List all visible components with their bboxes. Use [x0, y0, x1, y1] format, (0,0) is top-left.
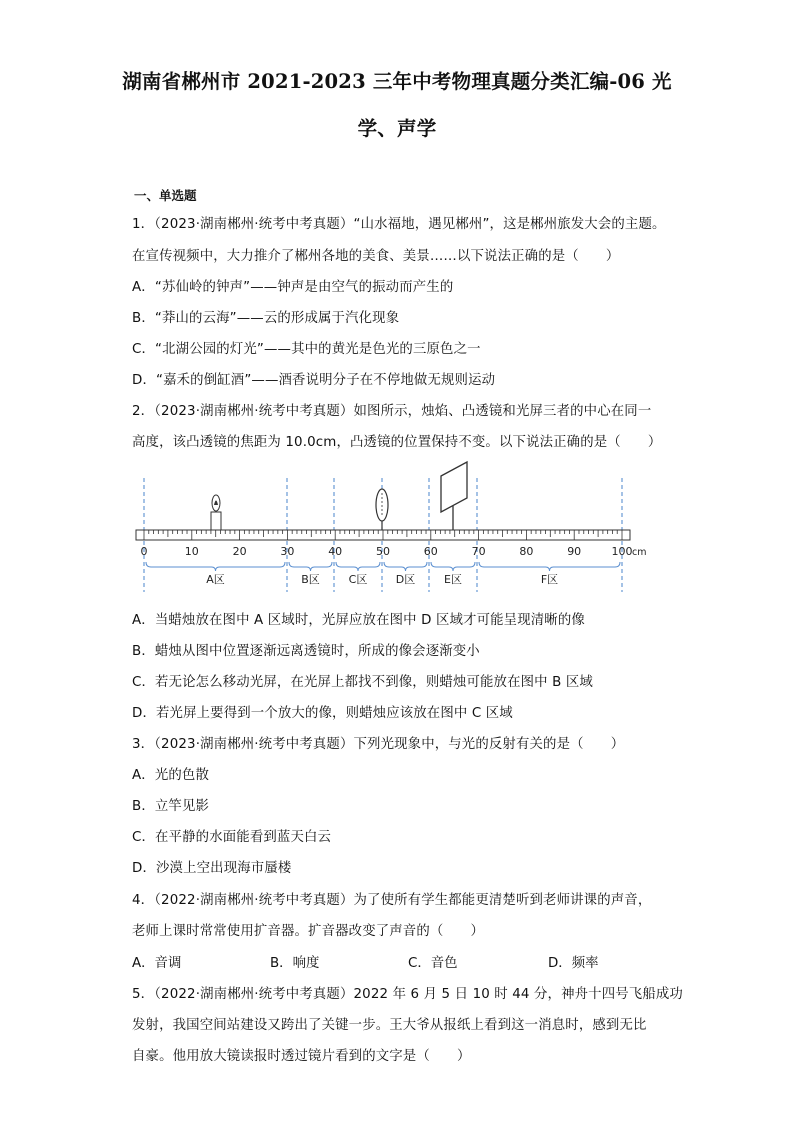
q3-option-b: B．立竿见影 — [132, 799, 210, 814]
zone-label: F区 — [540, 573, 559, 586]
ruler-label: 20 — [232, 545, 247, 558]
ruler-label: 60 — [423, 545, 438, 558]
q2-stem-line2: 高度，该凸透镜的焦距为 10.0cm，凸透镜的位置保持不变。以下说法正确的是（ ） — [132, 435, 662, 450]
light-screen-icon — [441, 462, 467, 530]
ruler-label: 100 — [611, 545, 633, 558]
zone-label: B区 — [301, 573, 320, 586]
q4-stem-line1: 4．（2022·湖南郴州·统考中考真题）为了使所有学生都能更清楚听到老师讲课的声音， — [132, 893, 652, 908]
zone-brace — [479, 562, 620, 571]
zone-brace — [336, 562, 380, 571]
optical-bench-svg — [128, 456, 658, 594]
q1-option-a: A．“苏仙岭的钟声”——钟声是由空气的振动而产生的 — [132, 280, 454, 295]
section-heading: 一、单选题 — [134, 188, 197, 203]
ruler-label: 10 — [184, 545, 199, 558]
ruler-label: 80 — [519, 545, 534, 558]
ruler-label: 30 — [280, 545, 295, 558]
q4-option-d: D．频率 — [548, 956, 599, 971]
doc-title-line1: 湖南省郴州市 2021-2023 三年中考物理真题分类汇编-06 光 — [122, 70, 672, 93]
q5-stem-line2: 发射，我国空间站建设又跨出了关键一步。王大爷从报纸上看到这一消息时，感到无比 — [132, 1018, 647, 1033]
ruler-label: 70 — [471, 545, 486, 558]
zone-brace — [384, 562, 427, 571]
q4-option-a: A．音调 — [132, 956, 182, 971]
q4-stem-line2: 老师上课时常常使用扩音器。扩音器改变了声音的（ ） — [132, 924, 485, 939]
q5-stem-line1: 5．（2022·湖南郴州·统考中考真题）2022 年 6 月 5 日 10 时 44 分，神舟十四号飞船成功 — [132, 987, 683, 1002]
zone-brace — [289, 562, 332, 571]
zone-label: E区 — [444, 573, 462, 586]
q3-option-c: C．在平静的水面能看到蓝天白云 — [132, 830, 332, 845]
q1-option-d: D．“嘉禾的倒缸酒”——酒香说明分子在不停地做无规则运动 — [132, 373, 496, 388]
q1-stem-line1: 1．（2023·湖南郴州·统考中考真题）“山水福地，遇见郴州”，这是郴州旅发大会的主题。 — [132, 217, 666, 232]
q1-stem-line2: 在宣传视频中，大力推介了郴州各地的美食、美景……以下说法正确的是（ ） — [132, 249, 620, 264]
candle-icon — [211, 495, 221, 530]
q2-option-b: B．蜡烛从图中位置逐渐远离透镜时，所成的像会逐渐变小 — [132, 644, 480, 659]
optical-bench-figure — [128, 456, 658, 598]
q3-stem: 3．（2023·湖南郴州·统考中考真题）下列光现象中，与光的反射有关的是（ ） — [132, 737, 625, 752]
ruler-label: 0 — [140, 545, 148, 558]
q5-stem-line3: 自豪。他用放大镜读报时透过镜片看到的文字是（ ） — [132, 1049, 471, 1064]
q3-option-a: A．光的色散 — [132, 768, 210, 783]
zone-brace — [431, 562, 475, 571]
q2-option-c: C．若无论怎么移动光屏，在光屏上都找不到像，则蜡烛可能放在图中 B 区域 — [132, 675, 593, 690]
zone-brace — [146, 562, 285, 571]
q2-option-a: A．当蜡烛放在图中 A 区域时，光屏应放在图中 D 区域才可能呈现清晰的像 — [132, 613, 585, 628]
ruler-label: 90 — [567, 545, 582, 558]
q4-option-c: C．音色 — [408, 956, 458, 971]
doc-title-line2: 学、声学 — [357, 117, 437, 140]
q1-option-b: B．“莽山的云海”——云的形成属于汽化现象 — [132, 311, 400, 326]
ruler-label: 40 — [328, 545, 343, 558]
convex-lens-icon — [376, 489, 388, 530]
ruler-unit: cm — [632, 547, 647, 558]
q4-option-b: B．响度 — [270, 956, 320, 971]
zone-label: C区 — [348, 573, 368, 586]
q2-stem-line1: 2．（2023·湖南郴州·统考中考真题）如图所示，烛焰、凸透镜和光屏三者的中心在同一 — [132, 404, 652, 419]
zone-label: D区 — [395, 573, 416, 586]
zone-braces — [146, 562, 620, 571]
ruler-labels — [141, 545, 633, 558]
q3-option-d: D．沙漠上空出现海市蜃楼 — [132, 861, 292, 876]
q2-option-d: D．若光屏上要得到一个放大的像，则蜡烛应该放在图中 C 区域 — [132, 706, 513, 721]
q1-option-c: C．“北湖公园的灯光”——其中的黄光是色光的三原色之一 — [132, 342, 481, 357]
ruler-label: 50 — [376, 545, 390, 558]
zone-label: A区 — [206, 573, 225, 586]
